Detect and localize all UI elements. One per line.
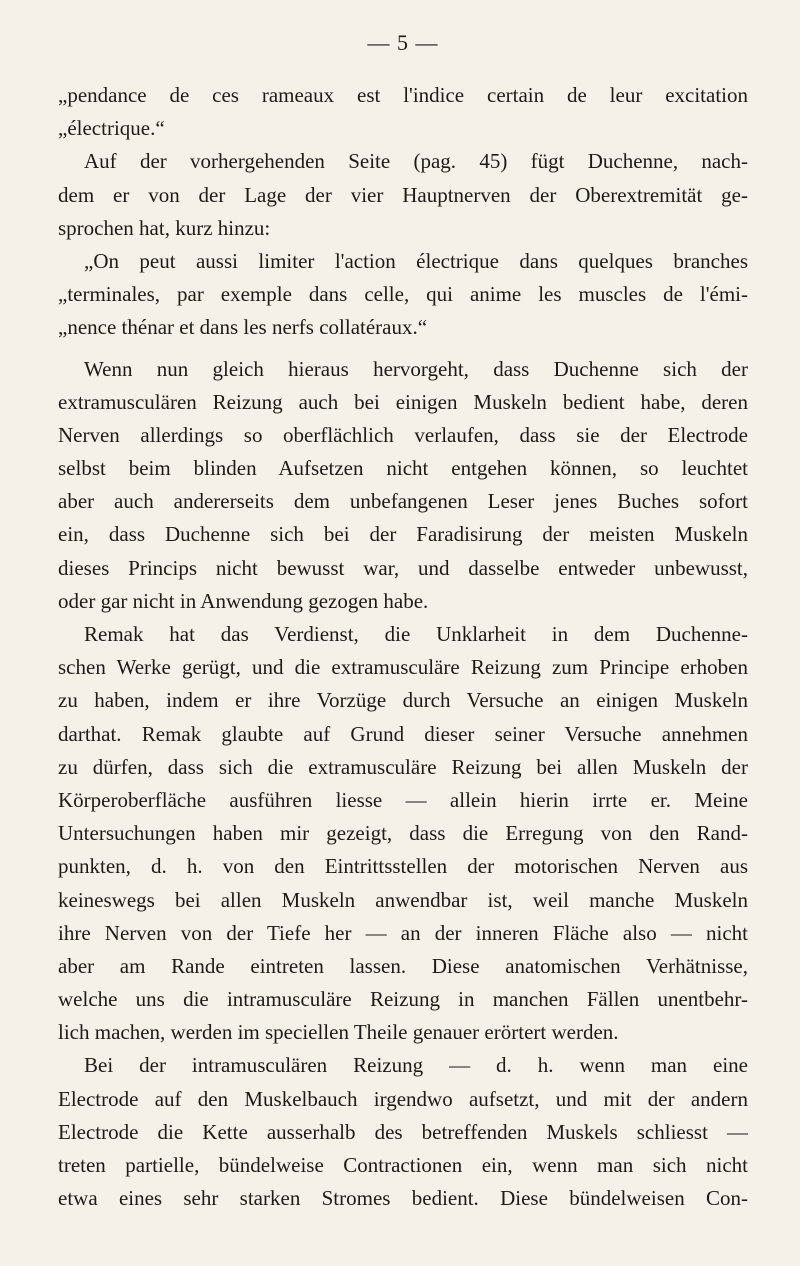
paragraph-gap [58,345,748,353]
text-line: Electrode auf den Muskelbauch irgendwo aufsetzt, und mit der andern [58,1086,748,1111]
text-line: zu haben, indem er ihre Vorzüge durch Versuche an einigen Muskeln [58,688,748,713]
page-number: — 5 — [367,30,439,55]
text-line: etwa eines sehr starken Stromes bedient. Diese bündelweisen Con- [58,1186,748,1211]
text-line: Wenn nun gleich hieraus hervorgeht, dass Duchenne sich der [84,356,748,381]
text-line: „électrique.“ [58,116,165,141]
text-line: dieses Princips nicht bewusst war, und dasselbe entweder unbewusst, [58,555,748,580]
text-line: selbst beim blinden Aufsetzen nicht entgehen können, so leuchtet [58,456,748,481]
book-page [58,30,748,1215]
text-line: „On peut aussi limiter l'action électrique dans quelques branches [84,248,748,273]
text-line: lich machen, werden im speciellen Theile genauer erörtert werden. [58,1020,619,1045]
text-line: aber am Rande eintreten lassen. Diese anatomischen Verhätnisse, [58,953,748,978]
text-line: treten partielle, bündelweise Contractionen ein, wenn man sich nicht [58,1153,748,1177]
text-line: sprochen hat, kurz hinzu: [58,215,271,240]
text-line: schen Werke gerügt, und die extramusculäre Reizung zum Principe erhoben [58,655,748,680]
text-line: zu dürfen, dass sich die extramusculäre Reizung bei allen Muskeln der [58,754,748,779]
text-line: keineswegs bei allen Muskeln anwendbar ist, weil manche Muskeln [58,887,748,912]
text-line: Nerven allerdings so oberflächlich verlaufen, dass sie der Electrode [58,422,748,447]
text-line: extramusculären Reizung auch bei einigen Muskeln bedient habe, deren [58,389,748,414]
text-line: Auf der vorhergehenden Seite (pag. 45) fügt Duchenne, nach- [84,149,748,174]
text-line: „pendance de ces rameaux est l'indice certain de leur excitation [58,83,748,107]
text-line: „terminales, par exemple dans celle, qui anime les muscles de l'émi- [58,282,748,307]
text-line: „nence thénar et dans les nerfs collatéraux.“ [58,315,428,340]
text-line: Electrode die Kette ausserhalb des betreffenden Muskels schliesst — [58,1119,748,1144]
text-line: oder gar nicht in Anwendung gezogen habe. [58,588,429,613]
body-text [58,79,748,1215]
text-line: dem er von der Lage der vier Hauptnerven der Oberextremität ge- [58,182,748,207]
text-line: Körperoberfläche ausführen liesse — allein hierin irrte er. Meine [58,787,748,812]
text-line: darthat. Remak glaubte auf Grund dieser seiner Versuche annehmen [58,721,748,746]
text-line: Remak hat das Verdienst, die Unklarheit in dem Duchenne- [84,622,748,646]
text-line: Bei der intramusculären Reizung — d. h. wenn man eine [84,1053,748,1078]
text-line: punkten, d. h. von den Eintrittsstellen der motorischen Nerven aus [58,854,748,879]
text-line: aber auch andererseits dem unbefangenen Leser jenes Buches sofort [58,489,748,514]
text-line: ein, dass Duchenne sich bei der Faradisirung der meisten Muskeln [58,522,748,547]
text-line: ihre Nerven von der Tiefe her — an der inneren Fläche also — nicht [58,920,748,945]
text-line: Untersuchungen haben mir gezeigt, dass die Erregung von den Rand- [58,821,748,846]
text-line: welche uns die intramusculäre Reizung in manchen Fällen unentbehr- [58,987,748,1012]
